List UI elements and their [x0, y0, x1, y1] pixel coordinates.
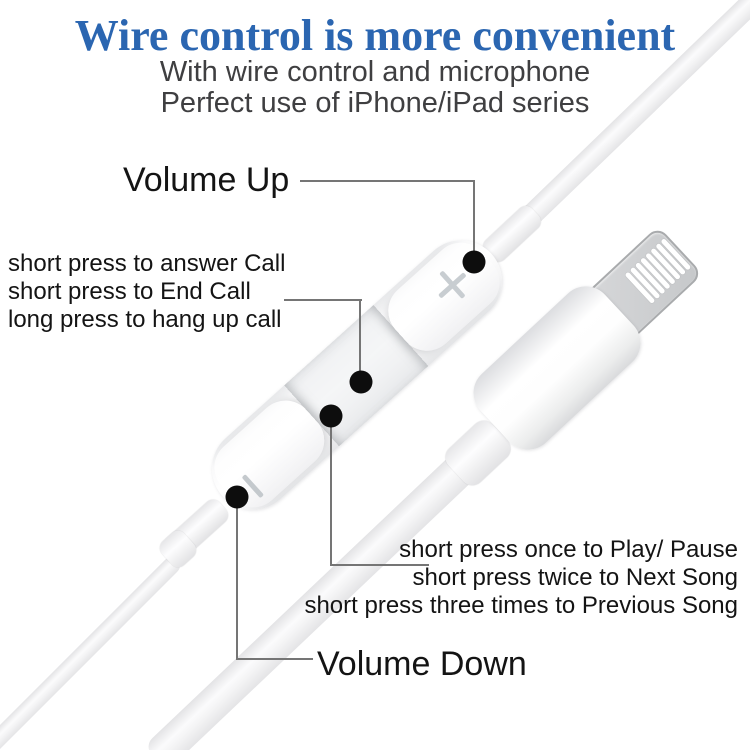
- page-subtitle: [0, 57, 750, 119]
- volume-up-label: Volume Up: [123, 161, 290, 199]
- callout-dot-call-button: [350, 371, 373, 394]
- page-title: Wire control is more convenient: [74, 11, 676, 60]
- volume-down-label: Volume Down: [317, 645, 527, 683]
- call-instruction-line: long press to hang up call: [8, 306, 282, 333]
- music-instruction-line: short press twice to Next Song: [412, 564, 738, 591]
- subtitle-line-1: With wire control and microphone: [159, 56, 591, 88]
- callout-line-volume-down-h: [236, 658, 313, 660]
- callout-line-volume-down-v: [236, 497, 238, 660]
- call-instruction-line: short press to answer Call: [8, 250, 286, 277]
- call-instructions: [8, 250, 285, 334]
- callout-line-volume-up-h: [300, 180, 475, 182]
- callout-dot-volume-up: [463, 251, 486, 274]
- callout-dot-music-button: [320, 405, 343, 428]
- earphone-cable-bottom: [0, 554, 183, 750]
- call-instruction-line: short press to End Call: [8, 278, 251, 305]
- music-instruction-line: short press once to Play/ Pause: [399, 536, 738, 563]
- subtitle-line-2: Perfect use of iPhone/iPad series: [160, 87, 590, 119]
- music-instructions: [304, 536, 738, 620]
- music-instruction-line: short press three times to Previous Song: [304, 592, 738, 619]
- callout-line-call-h: [284, 299, 362, 301]
- callout-dot-volume-down: [226, 486, 249, 509]
